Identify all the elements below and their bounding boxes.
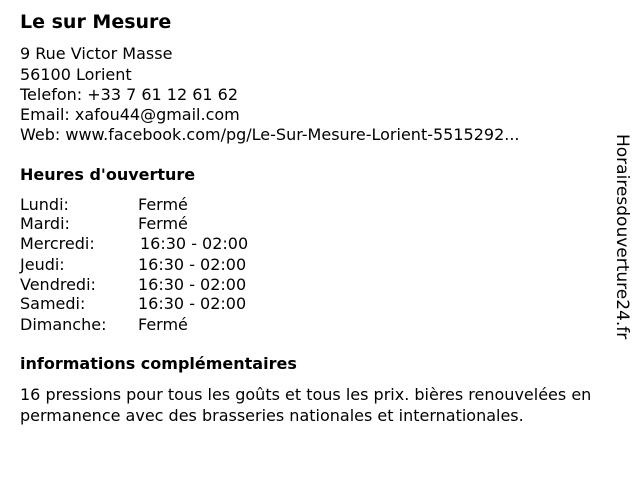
hours-day: Vendredi: <box>20 275 96 294</box>
hours-time: 16:30 - 02:00 <box>138 255 247 274</box>
site-watermark: Horairesdouverture24.fr <box>612 134 632 340</box>
hours-row-friday <box>20 275 320 295</box>
hours-row-tuesday <box>20 214 320 234</box>
hours-row-saturday <box>20 294 320 314</box>
address-city: 56100 Lorient <box>20 65 132 84</box>
hours-time: Fermé <box>138 315 188 334</box>
hours-row-sunday <box>20 315 320 335</box>
email-address: Email: xafou44@gmail.com <box>20 105 240 124</box>
hours-day: Samedi: <box>20 294 86 313</box>
hours-day: Mardi: <box>20 214 70 233</box>
hours-time: Fermé <box>138 195 188 214</box>
hours-day: Mercredi: <box>20 234 95 253</box>
hours-row-thursday <box>20 255 320 275</box>
hours-row-monday <box>20 195 320 215</box>
hours-time: 16:30 - 02:00 <box>138 275 247 294</box>
hours-day: Dimanche: <box>20 315 107 334</box>
hours-time: 16:30 - 02:00 <box>140 234 249 253</box>
additional-info-heading: informations complémentaires <box>20 354 297 373</box>
hours-time: 16:30 - 02:00 <box>138 294 247 313</box>
hours-time: Fermé <box>138 214 188 233</box>
phone-number: Telefon: +33 7 61 12 61 62 <box>20 85 239 104</box>
address-street: 9 Rue Victor Masse <box>20 44 173 63</box>
website-link: Web: www.facebook.com/pg/Le-Sur-Mesure-Lorient-5515292... <box>20 125 520 144</box>
hours-day: Jeudi: <box>20 255 65 274</box>
additional-info-text: 16 pressions pour tous les goûts et tous les prix. bières renouvelées en permanence avec des brasseries nationales et internationales. <box>20 385 592 425</box>
opening-hours-heading: Heures d'ouverture <box>20 165 196 184</box>
business-name: Le sur Mesure <box>20 11 172 33</box>
hours-day: Lundi: <box>20 195 69 214</box>
hours-row-wednesday <box>20 234 320 254</box>
